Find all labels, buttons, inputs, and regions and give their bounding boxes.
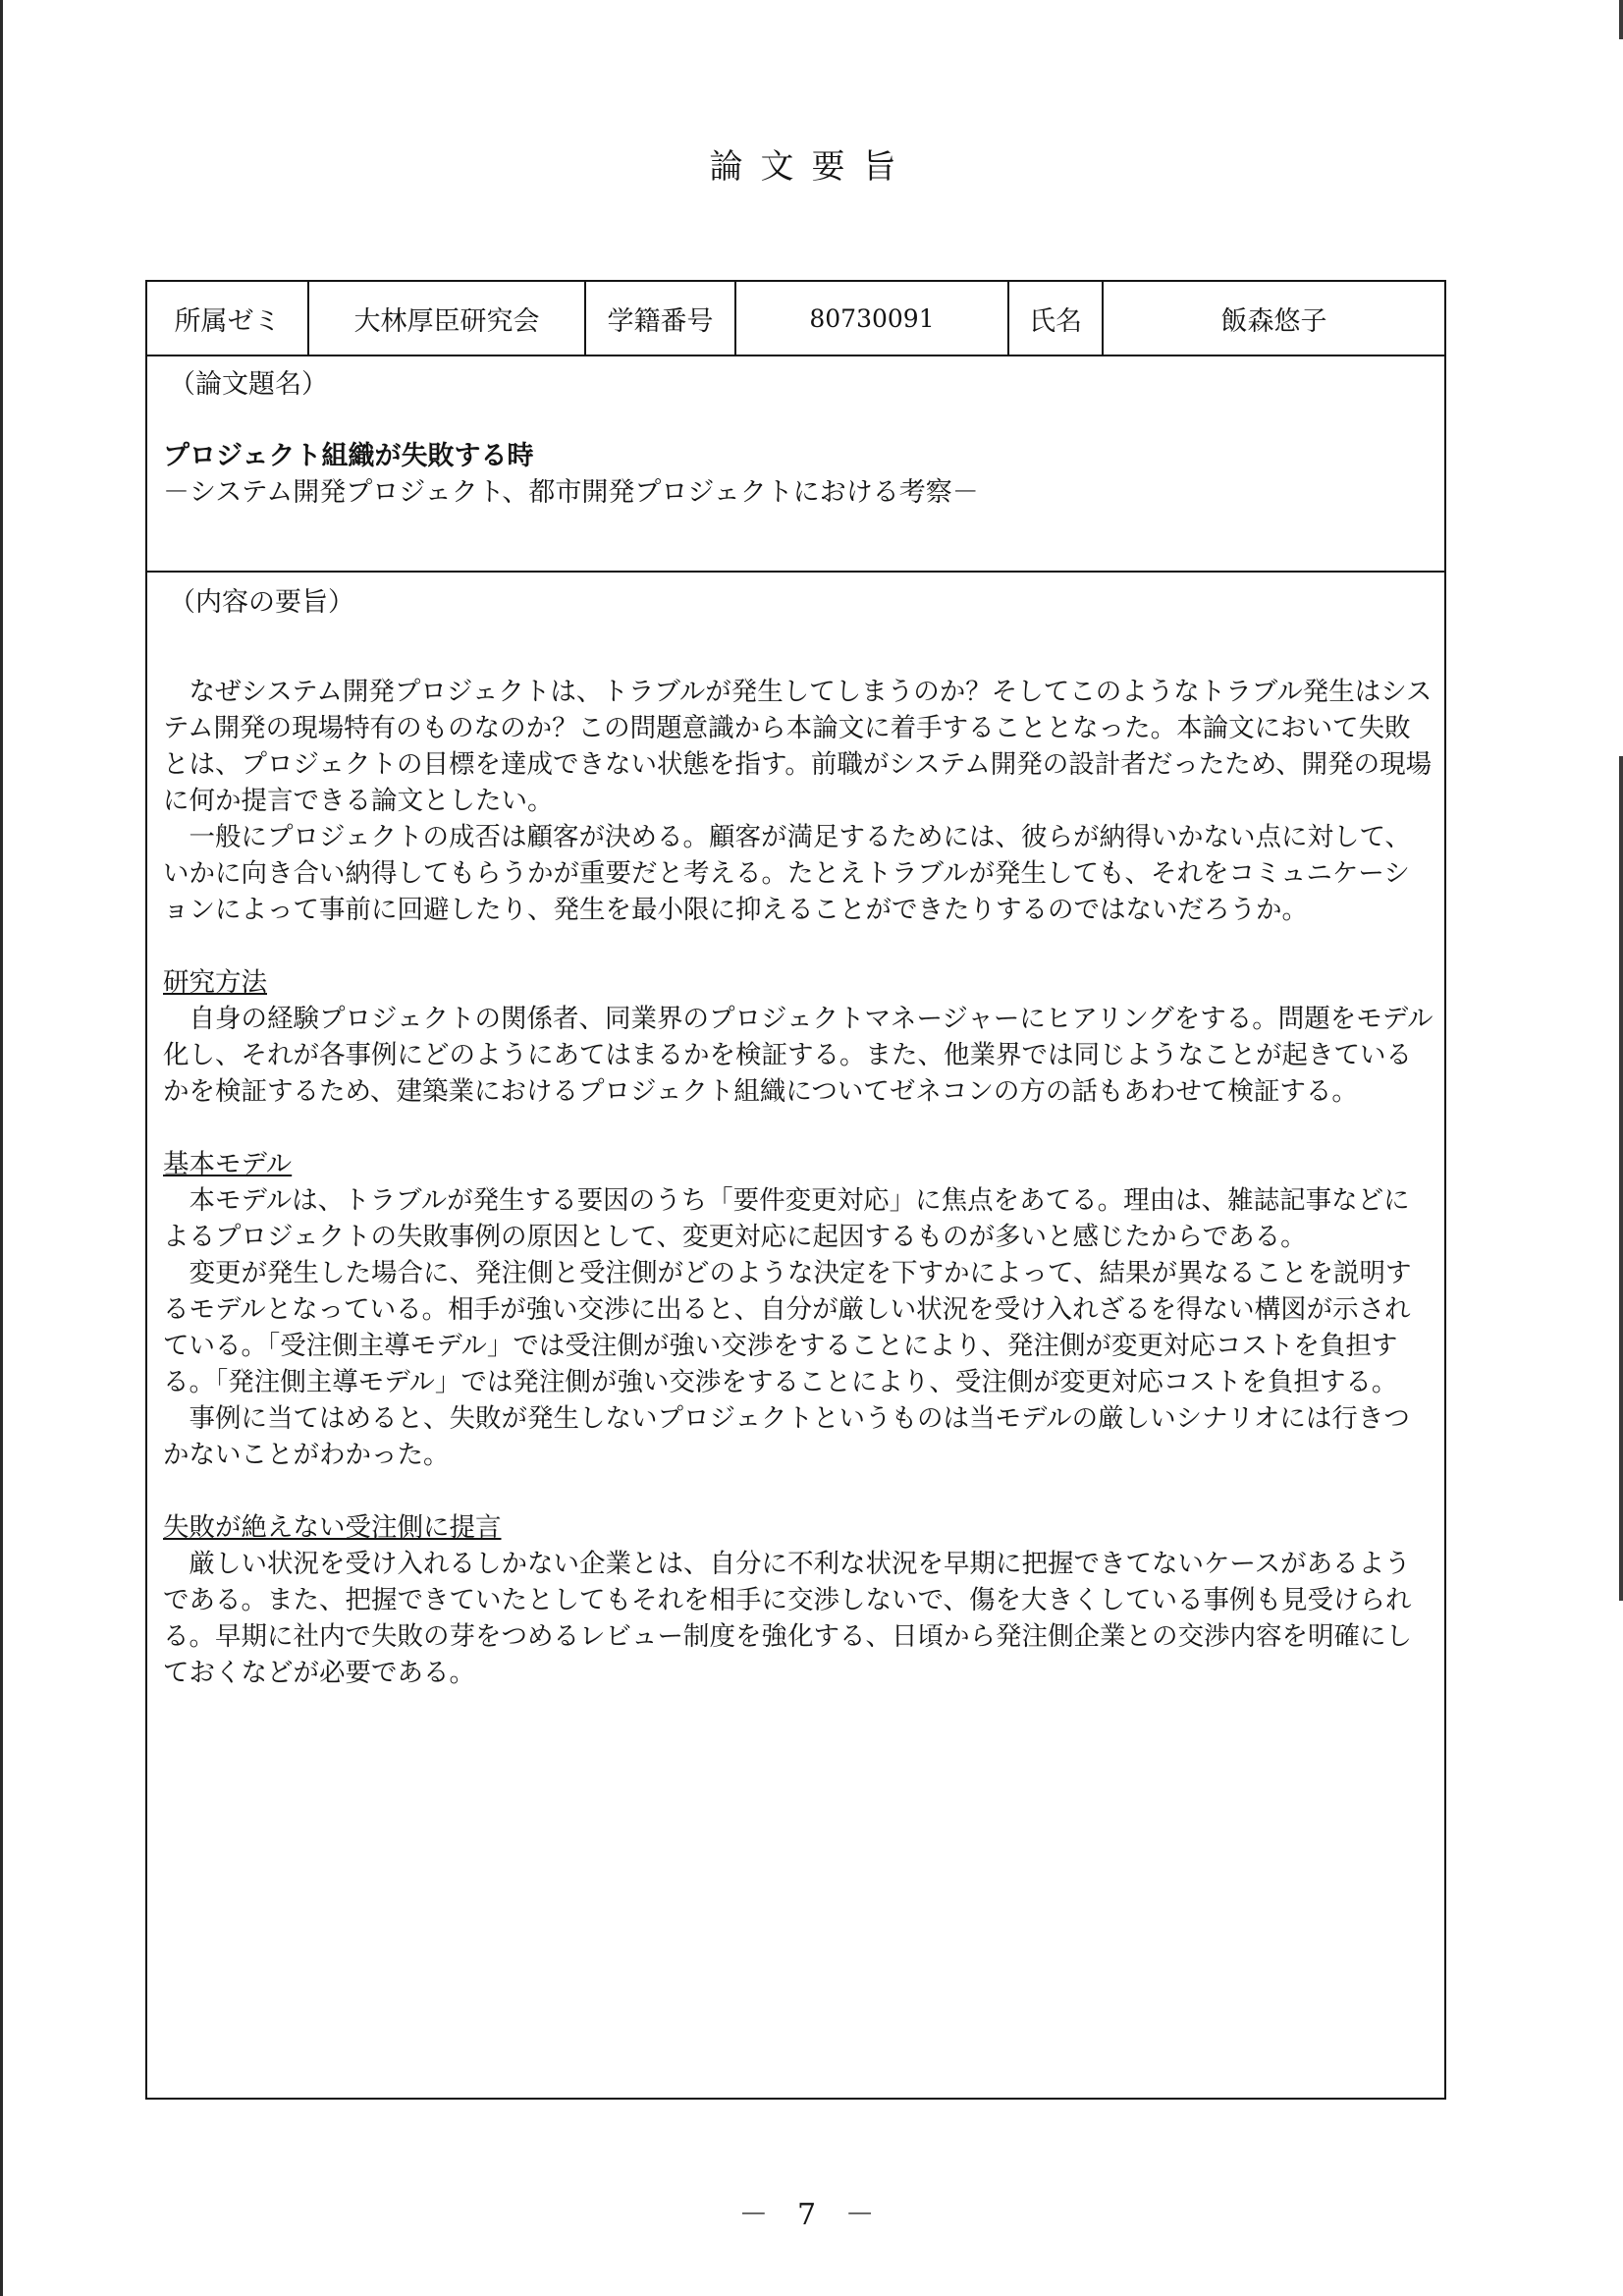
- abstract-body: [163, 674, 1434, 1691]
- section-heading: 基本モデル: [163, 1149, 293, 1179]
- section-heading: 研究方法: [163, 967, 267, 998]
- scan-edge: [1619, 756, 1623, 1601]
- student-id-value: 80730091: [736, 282, 1009, 355]
- seminar-value: 大林厚臣研究会: [309, 282, 586, 355]
- scan-edge: [0, 0, 3, 2296]
- abstract-form: [145, 280, 1446, 2100]
- scan-edge: [1619, 0, 1623, 39]
- page-title: 論文要旨: [709, 147, 914, 187]
- paragraph: なぜシステム開発プロジェクトは、トラブルが発生してしまうのか？そしてこのようなトラブル発生はシステム開発の現場特有のものなのか？この問題意識から本論文に着手することとなった。本論文において失敗とは、プロジェクトの目標を達成できない状態を指す。前職がシステム開発の設計者だったため、開発の現場に何か提言できる論文としたい。: [163, 677, 1433, 816]
- section-heading: 失敗が絶えない受注側に提言: [163, 1512, 502, 1543]
- thesis-title-section: [147, 356, 1444, 573]
- paragraph: 厳しい状況を受け入れるしかない企業とは、自分に不利な状況を早期に把握できてないケースがあるようである。また、把握できていたとしてもそれを相手に交渉しないで、傷を大きくしている事例も見受けられる。早期に社内で失敗の芽をつめるレビュー制度を強化する、日頃から発注側企業との交渉内容を明確にしておくなどが必要である。: [163, 1549, 1412, 1688]
- name-label: 氏名: [1009, 282, 1104, 355]
- thesis-subtitle: －システム開発プロジェクト、都市開発プロジェクトにおける考察－: [163, 477, 979, 508]
- thesis-title: プロジェクト組織が失敗する時: [163, 441, 534, 471]
- student-id-label: 学籍番号: [586, 282, 736, 355]
- paragraph: 自身の経験プロジェクトの関係者、同業界のプロジェクトマネージャーにヒアリングをする。問題をモデル化し、それが各事例にどのようにあてはまるかを検証する。また、他業界では同じようなことが起きているかを検証するため、建築業におけるプロジェクト組織についてゼネコンの方の話もあわせて検証する。: [163, 1004, 1434, 1107]
- thesis-title-label: （論文題名）: [169, 369, 328, 400]
- name-value: 飯森悠子: [1220, 305, 1327, 337]
- info-row: [147, 282, 1444, 356]
- seminar-label: 所属ゼミ: [147, 282, 309, 355]
- paragraph: 変更が発生した場合に、発注側と受注側がどのような決定を下すかによって、結果が異なることを説明するモデルとなっている。相手が強い交渉に出ると、自分が厳しい状況を受け入れざるを得ない構図が示されている。「受注側主導モデル」では受注側が強い交渉をすることにより、発注側が変更対応コストを負担する。「発注側主導モデル」では発注側が強い交渉をすることにより、受注側が変更対応コストを負担する。: [163, 1258, 1412, 1397]
- content-label: （内容の要旨）: [169, 587, 354, 618]
- paragraph: 事例に当てはめると、失敗が発生しないプロジェクトというものは当モデルの厳しいシナリオには行きつかないことがわかった。: [163, 1403, 1410, 1470]
- page-number: － 7 －: [738, 2198, 885, 2232]
- paragraph: 本モデルは、トラブルが発生する要因のうち「要件変更対応」に焦点をあてる。理由は、雑誌記事などによるプロジェクトの失敗事例の原因として、変更対応に起因するものが多いと感じたからである。: [163, 1185, 1410, 1252]
- paragraph: 一般にプロジェクトの成否は顧客が決める。顧客が満足するためには、彼らが納得いかない点に対して、いかに向き合い納得してもらうかが重要だと考える。たとえトラブルが発生しても、それをコミュニケーションによって事前に回避したり、発生を最小限に抑えることができたりするのではないだろうか。: [163, 822, 1411, 925]
